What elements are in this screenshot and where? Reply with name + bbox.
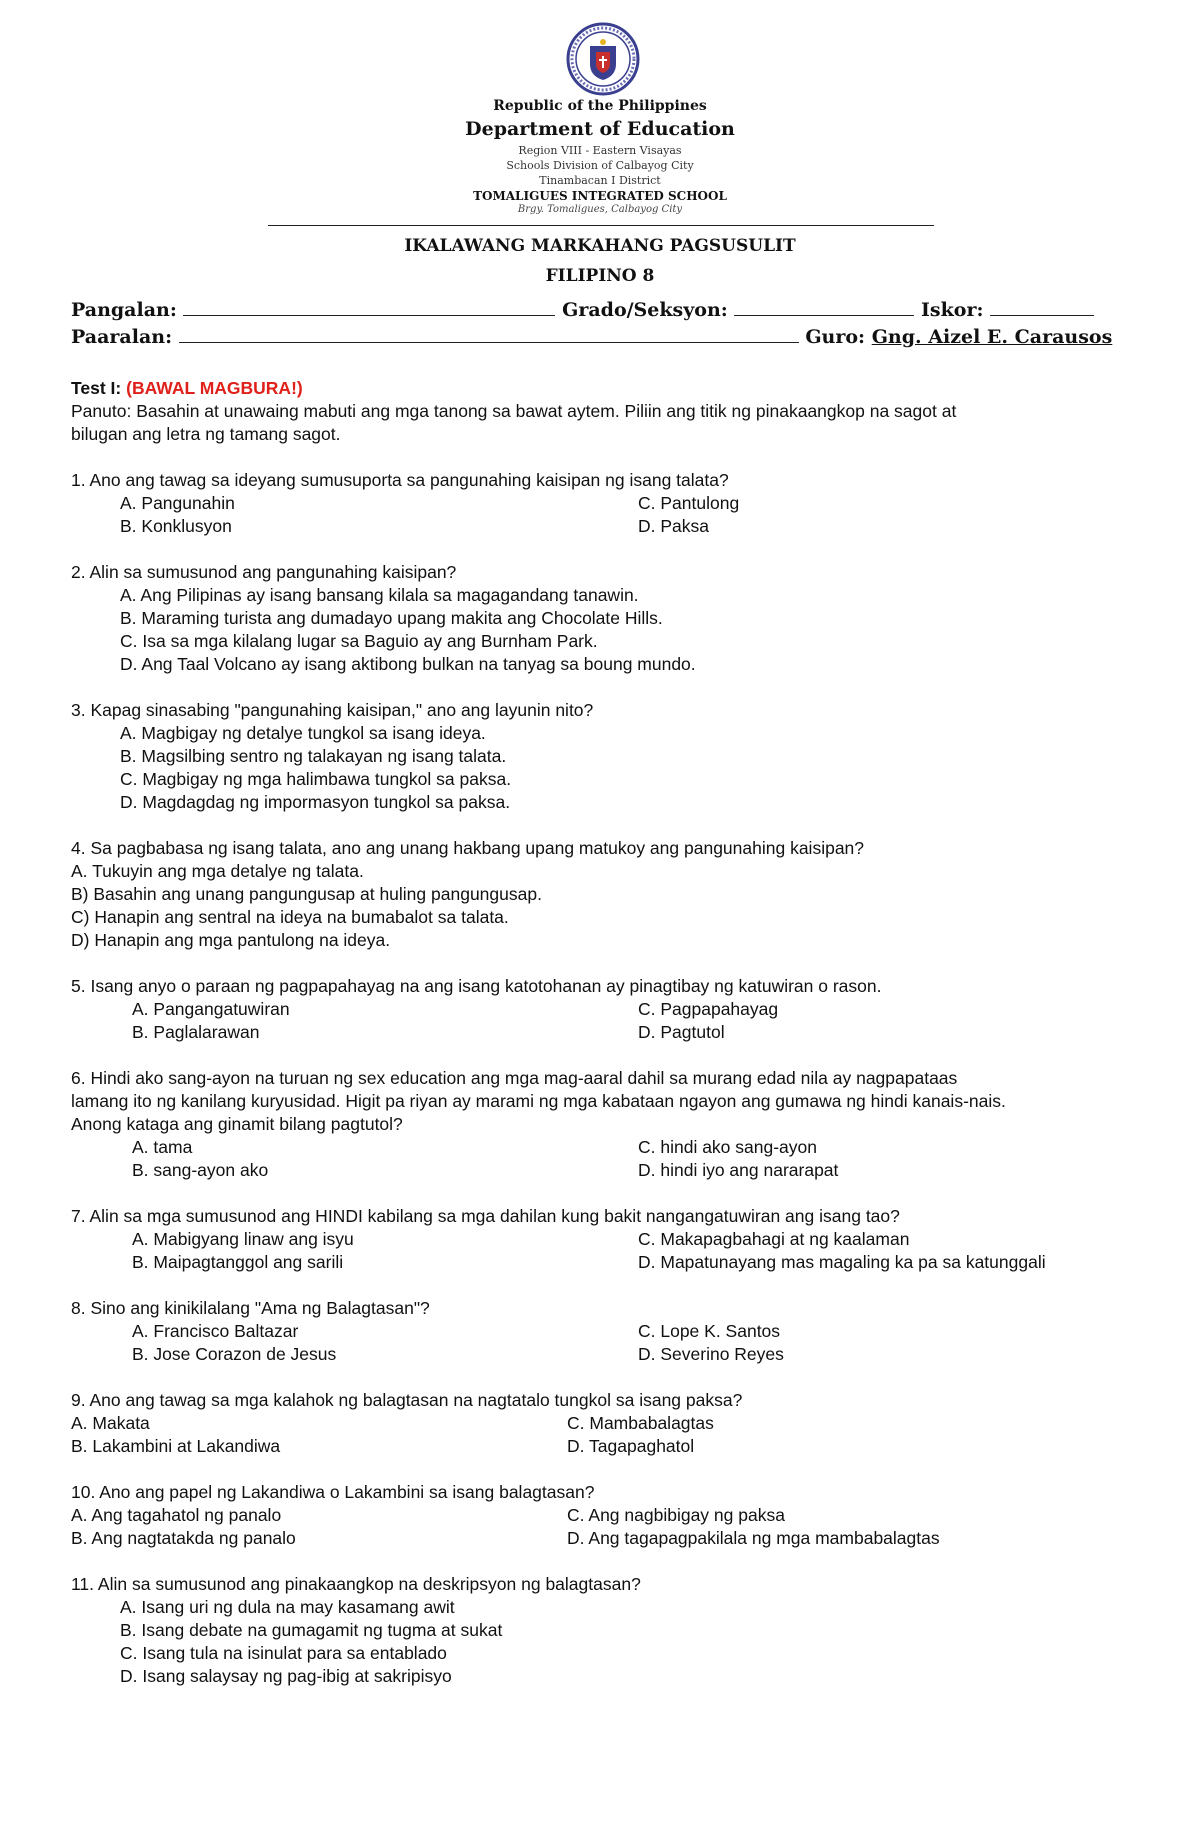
question-3: 3. Kapag sinasabing "pangunahing kaisipan," ano ang layunin nito? [71, 700, 594, 720]
question-6-line-2: lamang ito ng kanilang kuryusidad. Higit pa riyan ay marami ng mga kabataan ngayon ang gumawa ng hindi kanais-nais. [71, 1091, 1006, 1111]
q10-option-b[interactable]: B. Ang nagtatakda ng panalo [71, 1528, 296, 1548]
school-name: TOMALIGUES INTEGRATED SCHOOL [473, 189, 727, 203]
q5-option-a[interactable]: A. Pangangatuwiran [132, 999, 290, 1019]
q7-option-d[interactable]: D. Mapatunayang mas magaling ka pa sa katunggali [638, 1252, 1046, 1272]
grade-blank[interactable] [734, 299, 914, 316]
q11-option-c[interactable]: C. Isang tula na isinulat para sa entablado [120, 1643, 447, 1663]
q8-option-a[interactable]: A. Francisco Baltazar [132, 1321, 299, 1341]
score-label: Iskor: [921, 299, 984, 321]
q5-option-d[interactable]: D. Pagtutol [638, 1022, 725, 1042]
q3-option-d[interactable]: D. Magdagdag ng impormasyon tungkol sa paksa. [120, 792, 511, 812]
q9-option-b[interactable]: B. Lakambini at Lakandiwa [71, 1436, 281, 1456]
q7-option-a[interactable]: A. Mabigyang linaw ang isyu [132, 1229, 354, 1249]
question-7: 7. Alin sa mga sumusunod ang HINDI kabilang sa mga dahilan kung bakit nangangatuwiran ang isang tao? [71, 1206, 900, 1226]
exam-title: IKALAWANG MARKAHANG PAGSUSULIT [404, 236, 796, 256]
q10-option-a[interactable]: A. Ang tagahatol ng panalo [71, 1505, 282, 1525]
q2-option-d[interactable]: D. Ang Taal Volcano ay isang aktibong bulkan na tanyag sa boung mundo. [120, 654, 696, 674]
q10-option-c[interactable]: C. Ang nagbibigay ng paksa [567, 1505, 785, 1525]
q7-option-c[interactable]: C. Makapagbahagi at ng kaalaman [638, 1229, 910, 1249]
q7-option-b[interactable]: B. Maipagtanggol ang sarili [132, 1252, 344, 1272]
name-blank[interactable] [183, 299, 555, 316]
q3-option-b[interactable]: B. Magsilbing sentro ng talakayan ng isang talata. [120, 746, 507, 766]
test-heading [71, 380, 303, 398]
district-text: Tinambacan I District [539, 174, 661, 187]
school-label: Paaralan: [71, 326, 173, 348]
q4-option-a[interactable]: A. Tukuyin ang mga detalye ng talata. [71, 861, 364, 881]
deped-seal-icon [566, 22, 640, 96]
q5-option-c[interactable]: C. Pagpapahayag [638, 999, 779, 1019]
q1-option-c[interactable]: C. Pantulong [638, 493, 740, 513]
q4-option-b[interactable]: B) Basahin ang unang pangungusap at huling pangungusap. [71, 884, 542, 904]
question-11: 11. Alin sa sumusunod ang pinakaangkop na deskripsyon ng balagtasan? [71, 1574, 641, 1594]
q5-option-b[interactable]: B. Paglalarawan [132, 1022, 260, 1042]
q1-option-d[interactable]: D. Paksa [638, 516, 709, 536]
q11-option-b[interactable]: B. Isang debate na gumagamit ng tugma at sukat [120, 1620, 503, 1640]
score-blank[interactable] [990, 299, 1094, 316]
question-6-line-3: Anong kataga ang ginamit bilang pagtutol? [71, 1114, 403, 1134]
question-9: 9. Ano ang tawag sa mga kalahok ng balagtasan na nagtatalo tungkol sa isang paksa? [71, 1390, 743, 1410]
school-blank[interactable] [179, 326, 799, 343]
q2-option-b[interactable]: B. Maraming turista ang dumadayo upang makita ang Chocolate Hills. [120, 608, 663, 628]
q11-option-d[interactable]: D. Isang salaysay ng pag-ibig at sakripisyo [120, 1666, 452, 1686]
teacher-label: Guro: [805, 326, 866, 348]
warning-text: (BAWAL MAGBURA!) [126, 378, 303, 398]
question-6-line-1: 6. Hindi ako sang-ayon na turuan ng sex education ang mga mag-aaral dahil sa murang edad nila ay nagpapataas [71, 1068, 958, 1088]
q3-option-c[interactable]: C. Magbigay ng mga halimbawa tungkol sa paksa. [120, 769, 512, 789]
school-teacher-line [71, 326, 1112, 347]
q11-option-a[interactable]: A. Isang uri ng dula na may kasamang awit [120, 1597, 455, 1617]
question-4: 4. Sa pagbabasa ng isang talata, ano ang unang hakbang upang matukoy ang pangunahing kaisipan? [71, 838, 865, 858]
q6-option-d[interactable]: D. hindi iyo ang nararapat [638, 1160, 839, 1180]
q6-option-b[interactable]: B. sang-ayon ako [132, 1160, 269, 1180]
q1-option-b[interactable]: B. Konklusyon [120, 516, 232, 536]
q4-option-d[interactable]: D) Hanapin ang mga pantulong na ideya. [71, 930, 391, 950]
question-10: 10. Ano ang papel ng Lakandiwa o Lakambini sa isang balagtasan? [71, 1482, 595, 1502]
division-text: Schools Division of Calbayog City [506, 159, 694, 172]
q9-option-a[interactable]: A. Makata [71, 1413, 150, 1433]
header-divider [268, 225, 934, 226]
q2-option-a[interactable]: A. Ang Pilipinas ay isang bansang kilala sa magagandang tanawin. [120, 585, 639, 605]
republic-text: Republic of the Philippines [493, 98, 707, 114]
question-1: 1. Ano ang tawag sa ideyang sumusuporta sa pangunahing kaisipan ng isang talata? [71, 470, 729, 490]
test-label: Test I: [71, 378, 122, 398]
region-text: Region VIII - Eastern Visayas [518, 144, 682, 157]
q8-option-c[interactable]: C. Lope K. Santos [638, 1321, 781, 1341]
q4-option-c[interactable]: C) Hanapin ang sentral na ideya na bumabalot sa talata. [71, 907, 509, 927]
q10-option-d[interactable]: D. Ang tagapagpakilala ng mga mambabalagtas [567, 1528, 940, 1548]
subject-title: FILIPINO 8 [545, 266, 655, 286]
q6-option-a[interactable]: A. tama [132, 1137, 193, 1157]
teacher-name: Gng. Aizel E. Carausos [871, 326, 1113, 348]
q9-option-c[interactable]: C. Mambabalagtas [567, 1413, 714, 1433]
name-label: Pangalan: [71, 299, 177, 321]
q2-option-c[interactable]: C. Isa sa mga kilalang lugar sa Baguio ay ang Burnham Park. [120, 631, 598, 651]
question-5: 5. Isang anyo o paraan ng pagpapahayag na ang isang katotohanan ay pinagtibay ng katuwiran o rason. [71, 976, 882, 996]
name-grade-score-line [71, 299, 1094, 320]
q8-option-b[interactable]: B. Jose Corazon de Jesus [132, 1344, 337, 1364]
question-2: 2. Alin sa sumusunod ang pangunahing kaisipan? [71, 562, 457, 582]
grade-label: Grado/Seksyon: [562, 299, 728, 321]
q6-option-c[interactable]: C. hindi ako sang-ayon [638, 1137, 817, 1157]
question-8: 8. Sino ang kinikilalang "Ama ng Balagtasan"? [71, 1298, 430, 1318]
q1-option-a[interactable]: A. Pangunahin [120, 493, 235, 513]
department-text: Department of Education [465, 118, 735, 140]
instruction-line-1: Panuto: Basahin at unawaing mabuti ang mga tanong sa bawat aytem. Piliin ang titik ng pinakaangkop na sagot at [71, 401, 957, 421]
q8-option-d[interactable]: D. Severino Reyes [638, 1344, 784, 1364]
q3-option-a[interactable]: A. Magbigay ng detalye tungkol sa isang ideya. [120, 723, 486, 743]
q9-option-d[interactable]: D. Tagapaghatol [567, 1436, 695, 1456]
school-address: Brgy. Tomaligues, Calbayog City [517, 204, 683, 215]
instruction-line-2: bilugan ang letra ng tamang sagot. [71, 424, 341, 444]
